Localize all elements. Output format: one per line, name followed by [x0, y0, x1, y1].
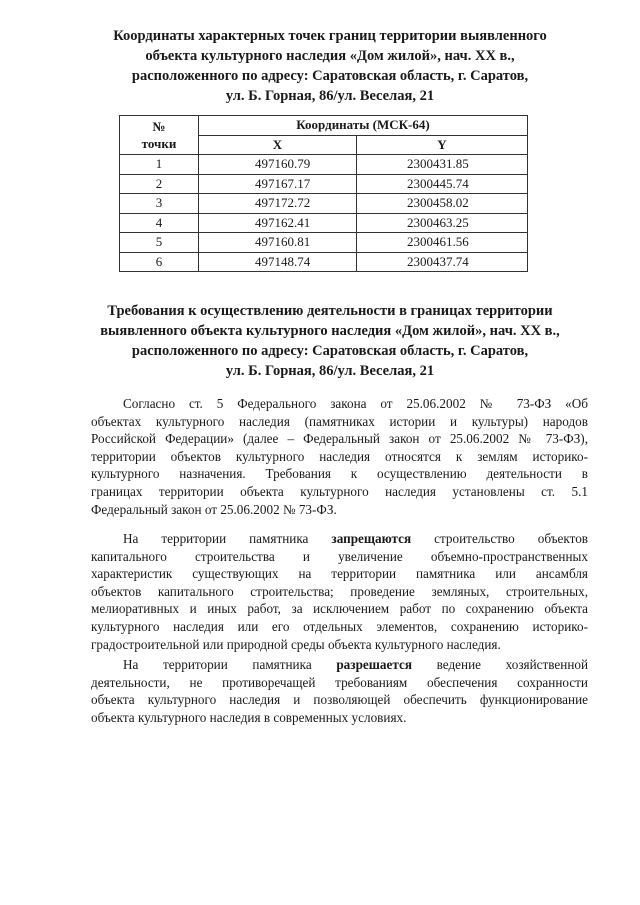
header-number-sign: № [152, 119, 166, 134]
paragraph-line: границах территории объекта культурного наследия установлены ст. 5.1 [91, 483, 588, 499]
paragraph-text: На территории памятника [123, 657, 312, 672]
x-coordinate: 497160.79 [199, 155, 357, 175]
x-coordinate: 497167.17 [199, 174, 357, 194]
paragraph-line: территории объектов культурного наследия относятся к землям историко- [91, 448, 588, 464]
coordinates-title [60, 26, 600, 106]
point-number-header [120, 116, 199, 155]
paragraph-line: объектов капитального строительства; проведение земляных, строительных, [91, 583, 588, 599]
coordinates-header: Координаты (МСК-64) [199, 116, 528, 136]
point-number: 2 [120, 174, 199, 194]
y-coordinate: 2300461.56 [357, 233, 528, 253]
requirements-title [60, 301, 600, 381]
paragraph-line: культурного назначения. Требования к осуществлению деятельности в [91, 466, 588, 482]
paragraph-line: капитального строительства и увеличение объемно-пространственных [91, 548, 588, 564]
paragraph-line [91, 530, 588, 548]
paragraph-line: мелиоративных и иных работ, за исключением работ по сохранению объекта [91, 601, 588, 617]
point-number: 1 [120, 155, 199, 175]
x-coordinate: 497162.41 [199, 213, 357, 233]
table-row [120, 252, 528, 272]
y-coordinate: 2300463.25 [357, 213, 528, 233]
y-coordinate: 2300431.85 [357, 155, 528, 175]
paragraph-line: градостроительной или природной среды объекта культурного наследия. [91, 636, 501, 652]
x-coordinate: 497148.74 [199, 252, 357, 272]
x-header: X [199, 135, 357, 155]
paragraph-text: ведение хозяйственной [436, 657, 589, 672]
title-line: Требования к осуществлению деятельности в границах территории [107, 303, 553, 319]
prohibited-keyword: запрещаются [331, 531, 412, 546]
paragraph-line: Согласно ст. 5 Федерального закона от 25.06.2002 № 73-ФЗ «Об [123, 396, 588, 411]
coordinates-table [119, 115, 528, 272]
paragraph-line: деятельности, не противоречащей требованиям обеспечения сохранности [91, 674, 588, 690]
x-coordinate: 497160.81 [199, 233, 357, 253]
paragraph-line: объектах культурного наследия (памятниках истории и культуры) народов [91, 413, 588, 429]
title-line: ул. Б. Горная, 86/ул. Веселая, 21 [225, 363, 435, 379]
point-number: 3 [120, 194, 199, 214]
table-row [120, 194, 528, 214]
table-row [120, 174, 528, 194]
law-reference-paragraph [91, 395, 588, 518]
title-line: ул. Б. Горная, 86/ул. Веселая, 21 [225, 88, 435, 104]
table-row [120, 155, 528, 175]
point-number: 5 [120, 233, 199, 253]
point-number: 4 [120, 213, 199, 233]
table-row [120, 213, 528, 233]
y-coordinate: 2300437.74 [357, 252, 528, 272]
paragraph-line: культурного наследия или его отдельных элементов, сохранению историко- [91, 618, 588, 634]
point-number: 6 [120, 252, 199, 272]
paragraph-line: объекта культурного наследия и позволяющей обеспечить функционирование [91, 692, 588, 708]
y-coordinate: 2300458.02 [357, 194, 528, 214]
paragraph-text: На территории памятника [123, 531, 309, 546]
paragraph-line: объекта культурного наследия в современных условиях. [91, 709, 407, 725]
title-line: объекта культурного наследия «Дом жилой», нач. XX в., [145, 48, 515, 64]
title-line: расположенного по адресу: Саратовская область, г. Саратов, [131, 343, 529, 359]
permissions-paragraph [91, 656, 588, 726]
title-line: расположенного по адресу: Саратовская область, г. Саратов, [131, 68, 529, 84]
table-header-row [120, 116, 528, 136]
paragraph-line: характеристик существующих на территории памятника или ансамбля [91, 566, 588, 582]
y-coordinate: 2300445.74 [357, 174, 528, 194]
table-row [120, 233, 528, 253]
prohibitions-paragraph [91, 530, 588, 653]
title-line: Координаты характерных точек границ территории выявленного [113, 28, 547, 44]
paragraph-line: Федеральный закон от 25.06.2002 № 73-ФЗ. [91, 501, 337, 517]
paragraph-text: строительство объектов [434, 531, 589, 546]
y-header: Y [357, 135, 528, 155]
permitted-keyword: разрешается [336, 657, 412, 672]
paragraph-line: Российской Федерации» (далее – Федеральный закон от 25.06.2002 № 73-ФЗ), [91, 431, 588, 447]
title-line: выявленного объекта культурного наследия «Дом жилой», нач. XX в., [100, 323, 560, 339]
paragraph-line [91, 656, 588, 674]
x-coordinate: 497172.72 [199, 194, 357, 214]
header-point-label: точки [141, 136, 177, 151]
